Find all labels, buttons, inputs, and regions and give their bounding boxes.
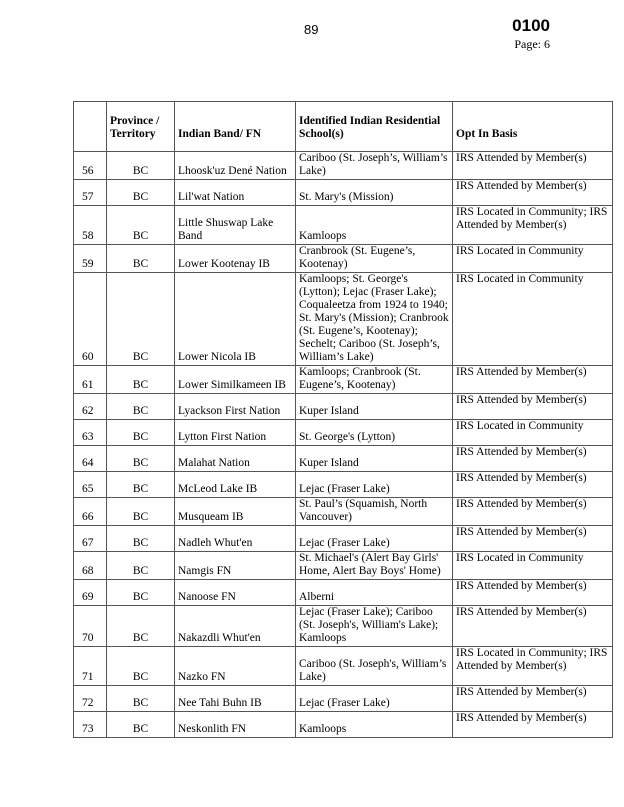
row-schools: St. Michael's (Alert Bay Girls' Home, Alert Bay Boys' Home): [296, 552, 453, 580]
row-opt-in: IRS Attended by Member(s): [453, 686, 613, 712]
row-number: 66: [74, 498, 107, 526]
row-band: Lhoosk'uz Dené Nation: [175, 152, 296, 180]
page-number: 89: [304, 22, 319, 37]
row-opt-in: IRS Located in Community; IRS Attended by Member(s): [453, 647, 613, 686]
table-row: [74, 686, 613, 712]
row-province: BC: [107, 206, 175, 245]
row-band: Nadleh Whut'en: [175, 526, 296, 552]
row-opt-in: IRS Located in Community: [453, 245, 613, 273]
table-row: [74, 498, 613, 526]
table-row: [74, 712, 613, 738]
row-province: BC: [107, 273, 175, 366]
row-band: Lower Kootenay IB: [175, 245, 296, 273]
table-row: [74, 472, 613, 498]
row-band: Nanoose FN: [175, 580, 296, 606]
row-schools: Cranbrook (St. Eugene’s, Kootenay): [296, 245, 453, 273]
column-header-band: Indian Band/ FN: [175, 102, 296, 152]
row-schools: Kamloops; Cranbrook (St. Eugene’s, Kootenay): [296, 366, 453, 394]
row-province: BC: [107, 180, 175, 206]
row-schools: St. Paul’s (Squamish, North Vancouver): [296, 498, 453, 526]
row-band: Nazko FN: [175, 647, 296, 686]
row-number: 72: [74, 686, 107, 712]
row-province: BC: [107, 446, 175, 472]
row-province: BC: [107, 394, 175, 420]
row-band: McLeod Lake IB: [175, 472, 296, 498]
row-schools: Alberni: [296, 580, 453, 606]
row-number: 68: [74, 552, 107, 580]
row-number: 63: [74, 420, 107, 446]
row-province: BC: [107, 420, 175, 446]
row-opt-in: IRS Located in Community; IRS Attended by Member(s): [453, 206, 613, 245]
row-number: 59: [74, 245, 107, 273]
table-row: [74, 606, 613, 647]
column-header-schools: Identified Indian Residential School(s): [296, 102, 453, 152]
column-header-opt-in: Opt In Basis: [453, 102, 613, 152]
row-number: 58: [74, 206, 107, 245]
row-number: 71: [74, 647, 107, 686]
table-row: [74, 394, 613, 420]
row-band: Nee Tahi Buhn IB: [175, 686, 296, 712]
row-band: Lil'wat Nation: [175, 180, 296, 206]
row-province: BC: [107, 647, 175, 686]
table-row: [74, 180, 613, 206]
row-opt-in: IRS Attended by Member(s): [453, 446, 613, 472]
row-schools: Kuper Island: [296, 446, 453, 472]
table-row: [74, 647, 613, 686]
row-schools: Lejac (Fraser Lake): [296, 686, 453, 712]
row-province: BC: [107, 366, 175, 394]
row-schools: Lejac (Fraser Lake); Cariboo (St. Joseph's, William's Lake); Kamloops: [296, 606, 453, 647]
row-province: BC: [107, 498, 175, 526]
row-number: 57: [74, 180, 107, 206]
row-province: BC: [107, 580, 175, 606]
row-band: Lower Similkameen IB: [175, 366, 296, 394]
row-province: BC: [107, 472, 175, 498]
row-opt-in: IRS Attended by Member(s): [453, 580, 613, 606]
row-province: BC: [107, 152, 175, 180]
row-band: Lytton First Nation: [175, 420, 296, 446]
row-opt-in: IRS Attended by Member(s): [453, 606, 613, 647]
row-opt-in: IRS Attended by Member(s): [453, 180, 613, 206]
row-opt-in: IRS Attended by Member(s): [453, 394, 613, 420]
residential-school-table: [73, 101, 613, 738]
row-band: Malahat Nation: [175, 446, 296, 472]
row-opt-in: IRS Attended by Member(s): [453, 526, 613, 552]
row-opt-in: IRS Attended by Member(s): [453, 472, 613, 498]
row-band: Lower Nicola IB: [175, 273, 296, 366]
row-band: Neskonlith FN: [175, 712, 296, 738]
row-opt-in: IRS Attended by Member(s): [453, 152, 613, 180]
row-opt-in: IRS Located in Community: [453, 273, 613, 366]
row-opt-in: IRS Located in Community: [453, 420, 613, 446]
row-opt-in: IRS Located in Community: [453, 552, 613, 580]
table-row: [74, 526, 613, 552]
row-province: BC: [107, 552, 175, 580]
row-schools: Kamloops: [296, 206, 453, 245]
document-code: 0100: [512, 16, 550, 35]
table-row: [74, 152, 613, 180]
row-opt-in: IRS Attended by Member(s): [453, 712, 613, 738]
row-province: BC: [107, 686, 175, 712]
table-row: [74, 245, 613, 273]
row-number: 69: [74, 580, 107, 606]
row-number: 56: [74, 152, 107, 180]
table-row: [74, 420, 613, 446]
table-row: [74, 446, 613, 472]
row-number: 70: [74, 606, 107, 647]
row-number: 67: [74, 526, 107, 552]
row-schools: Cariboo (St. Joseph's, William’s Lake): [296, 647, 453, 686]
row-province: BC: [107, 526, 175, 552]
row-province: BC: [107, 606, 175, 647]
row-band: Namgis FN: [175, 552, 296, 580]
row-opt-in: IRS Attended by Member(s): [453, 366, 613, 394]
row-number: 73: [74, 712, 107, 738]
row-number: 64: [74, 446, 107, 472]
row-number: 65: [74, 472, 107, 498]
row-opt-in: IRS Attended by Member(s): [453, 498, 613, 526]
row-schools: Kamloops; St. George's (Lytton); Lejac (Fraser Lake); Coqualeetza from 1924 to 1940; St. Mary's (Mission); Cranbrook (St. Eugene’s, Kootenay); Sechelt; Cariboo (St. Joseph’s, William’s Lake): [296, 273, 453, 366]
row-number: 61: [74, 366, 107, 394]
table-row: [74, 206, 613, 245]
row-number: 60: [74, 273, 107, 366]
table-row: [74, 580, 613, 606]
table-row: [74, 273, 613, 366]
row-schools: St. Mary's (Mission): [296, 180, 453, 206]
row-province: BC: [107, 712, 175, 738]
column-header-number: [74, 102, 107, 152]
row-schools: Lejac (Fraser Lake): [296, 472, 453, 498]
row-band: Little Shuswap Lake Band: [175, 206, 296, 245]
row-schools: Kamloops: [296, 712, 453, 738]
row-band: Nakazdli Whut'en: [175, 606, 296, 647]
row-schools: Kuper Island: [296, 394, 453, 420]
row-band: Lyackson First Nation: [175, 394, 296, 420]
table-row: [74, 366, 613, 394]
row-schools: Lejac (Fraser Lake): [296, 526, 453, 552]
page-label: Page: 6: [514, 37, 550, 51]
row-band: Musqueam IB: [175, 498, 296, 526]
table-row: [74, 552, 613, 580]
column-header-province: Province / Territory: [107, 102, 175, 152]
table-header-row: [74, 102, 613, 152]
row-number: 62: [74, 394, 107, 420]
row-schools: St. George's (Lytton): [296, 420, 453, 446]
row-schools: Cariboo (St. Joseph’s, William’s Lake): [296, 152, 453, 180]
row-province: BC: [107, 245, 175, 273]
